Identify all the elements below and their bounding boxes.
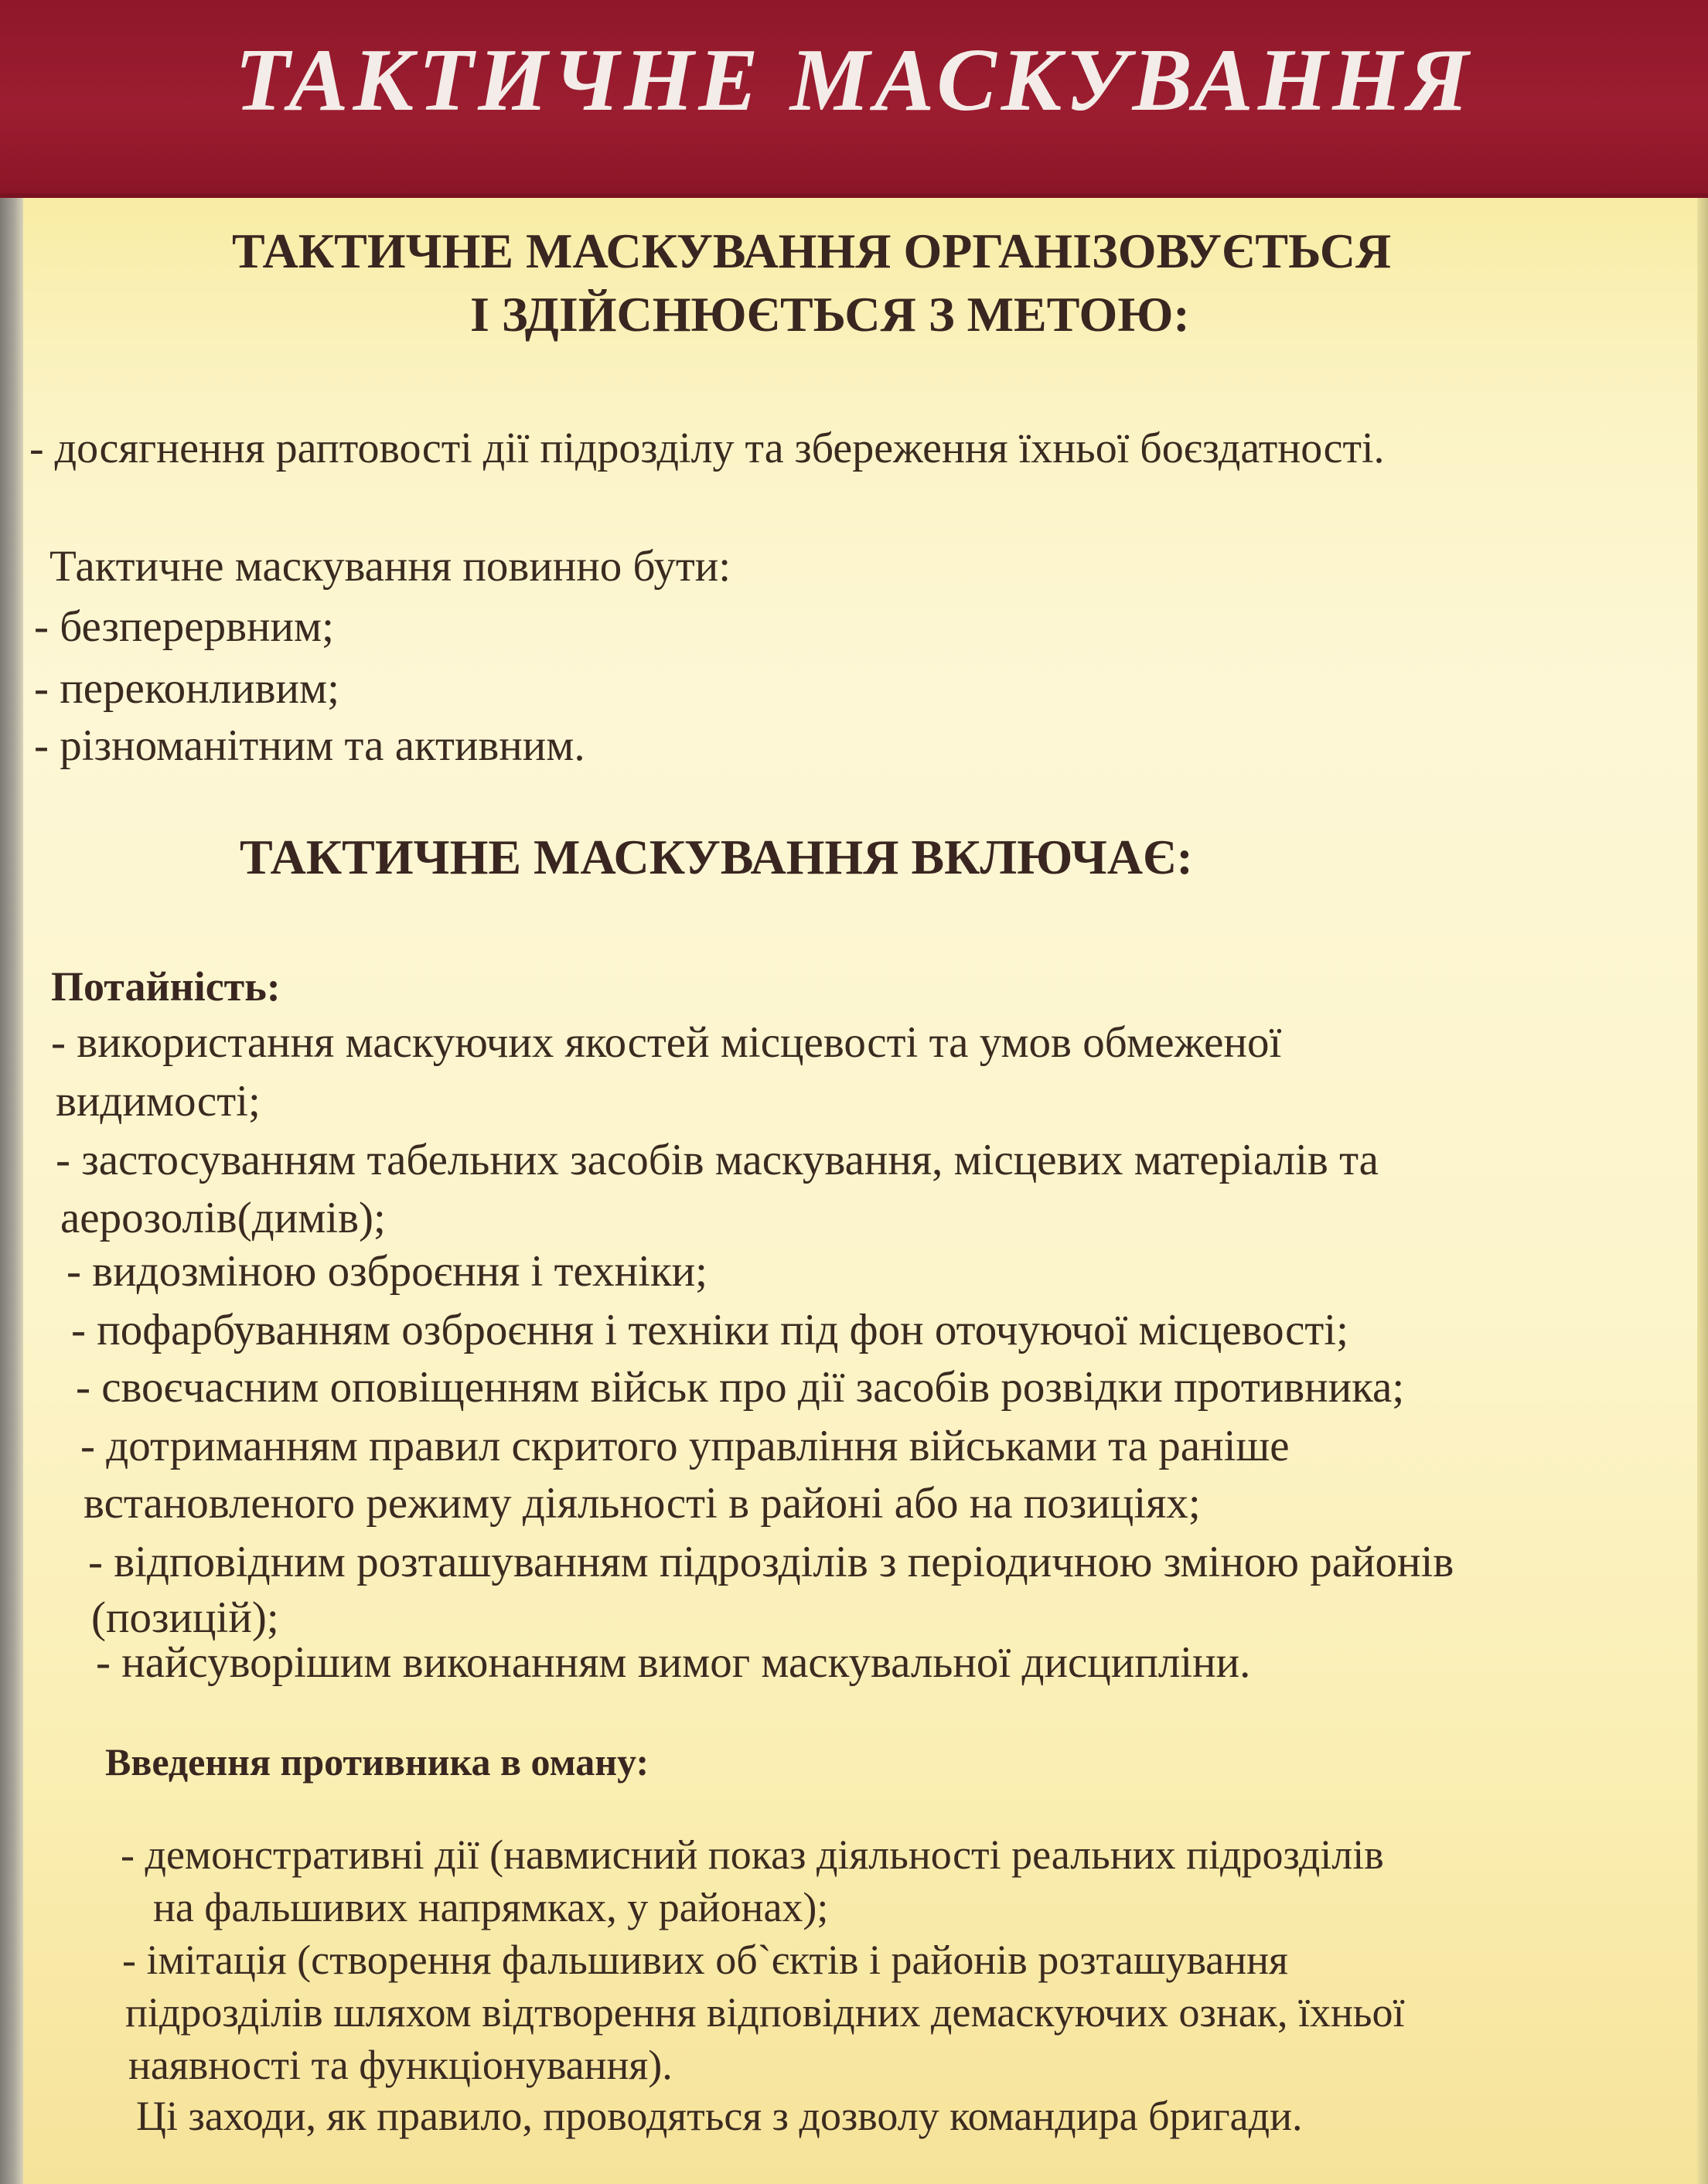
poster-left-edge <box>0 193 23 2184</box>
deception-line-1: - демонстративні дії (навмисний показ діяльності реальних підрозділів <box>121 1831 1384 1878</box>
secrecy-line-9: встановленого режиму діяльності в районі або на позиціях; <box>84 1479 1201 1528</box>
secrecy-heading: Потайність: <box>51 963 281 1010</box>
goal-heading-line-2: І ЗДІЙСНЮЄТЬСЯ З МЕТОЮ: <box>470 287 1190 342</box>
secrecy-line-8: - дотриманням правил скритого управління військами та раніше <box>80 1422 1290 1470</box>
secrecy-line-7: - своєчасним оповіщенням військ про дії засобів розвідки противника; <box>76 1363 1405 1412</box>
secrecy-line-12: - найсуворішим виконанням вимог маскувальної дисципліни. <box>96 1638 1251 1687</box>
deception-line-3: - імітація (створення фальшивих об`єктів і районів розташування <box>122 1937 1288 1983</box>
title-banner <box>0 0 1708 198</box>
secrecy-line-10: - відповідним розташуванням підрозділів з періодичною зміною районів <box>88 1538 1454 1586</box>
secrecy-line-5: - видозміною озброєння і техніки; <box>66 1247 707 1296</box>
secrecy-line-2: видимості; <box>56 1077 261 1126</box>
includes-heading: ТАКТИЧНЕ МАСКУВАННЯ ВКЛЮЧАЄ: <box>240 830 1193 884</box>
secrecy-line-4: аерозолів(димів); <box>60 1194 386 1242</box>
secrecy-line-3: - застосуванням табельних засобів маскування, місцевих матеріалів та <box>56 1136 1379 1184</box>
requirements-item-1: - безперервним; <box>34 602 334 651</box>
goal-heading-line-1: ТАКТИЧНЕ МАСКУВАННЯ ОРГАНІЗОВУЄТЬСЯ <box>232 223 1392 278</box>
deception-line-2: на фальшивих напрямках, у районах); <box>153 1884 829 1930</box>
secrecy-line-1: - використання маскуючих якостей місцевості та умов обмеженої <box>51 1018 1282 1067</box>
deception-line-4: підрозділів шляхом відтворення відповідних демаскуючих ознак, їхньої <box>125 1989 1405 2036</box>
secrecy-line-11: (позицій); <box>91 1593 279 1642</box>
deception-line-6: Ці заходи, як правило, проводяться з дозволу командира бригади. <box>136 2093 1303 2139</box>
poster-title: ТАКТИЧНЕ МАСКУВАННЯ <box>234 31 1474 130</box>
requirements-item-3: - різноманітним та активним. <box>34 721 585 770</box>
deception-line-5: наявності та функціонування). <box>128 2042 673 2088</box>
requirements-intro: Тактичне маскування повинно бути: <box>49 542 731 591</box>
goal-item: - досягнення раптовості дії підрозділу та збереження їхньої боєздатності. <box>29 424 1385 472</box>
poster-right-edge <box>1697 193 1708 2184</box>
secrecy-line-6: - пофарбуванням озброєння і техніки під фон оточуючої місцевості; <box>71 1306 1348 1354</box>
requirements-item-2: - переконливим; <box>34 664 339 713</box>
deception-heading: Введення противника в оману: <box>105 1740 649 1784</box>
